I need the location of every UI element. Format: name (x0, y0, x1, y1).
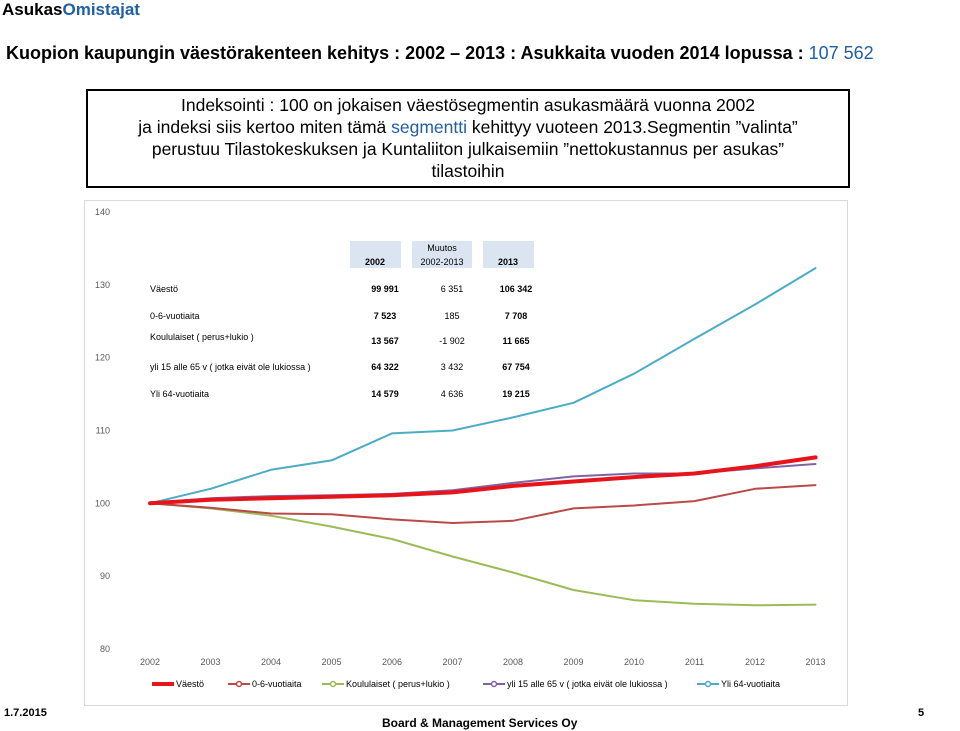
table-cell-muutos: 6 351 (440, 284, 464, 294)
legend-label-vuotiaita06: 0-6-vuotiaita (252, 679, 302, 689)
table-cell-2002: 13 567 (371, 336, 399, 346)
x-axis (140, 657, 826, 667)
table-cell-2002: 64 322 (371, 362, 399, 372)
x-tick-label: 2012 (744, 657, 766, 667)
legend-marker-koululaiset (331, 682, 336, 687)
info-line2-before: ja indeksi siis kertoo miten tämä (138, 117, 392, 137)
table-row-label: Väestö (150, 284, 179, 294)
table-header-muutos-range: 2002-2013 (420, 257, 464, 267)
table-cell-muutos: -1 902 (439, 336, 465, 346)
series-line-koululaiset (150, 503, 816, 605)
x-tick-label: 2010 (623, 657, 645, 667)
legend-marker-yli64 (706, 682, 711, 687)
legend-marker-yli15 (492, 682, 497, 687)
table-cell-2002: 99 991 (371, 284, 399, 294)
info-line4: tilastoihin (431, 161, 505, 181)
x-tick-label: 2007 (442, 657, 463, 667)
info-line3: perustuu Tilastokeskuksen ja Kuntaliiton julkaisemiin ”nettokustannus per asukas” (151, 139, 785, 159)
table-header-2013: 2013 (497, 257, 519, 267)
y-tick-label: 90 (99, 571, 110, 582)
y-axis (95, 207, 110, 654)
page-title-text: Kuopion kaupungin väestörakenteen kehitys : 2002 – 2013 : Asukkaita vuoden 2014 lopussa : (6, 43, 809, 63)
series-line-yli64 (150, 268, 816, 503)
table-cell-2013: 67 754 (502, 362, 530, 372)
table-row-label: Koululaiset ( perus+lukio ) (150, 332, 254, 342)
y-tick-label: 130 (94, 279, 110, 290)
x-tick-label: 2004 (260, 657, 282, 667)
brand-part1: Asukas (2, 0, 63, 19)
x-tick-label: 2013 (805, 657, 826, 667)
table-cell-2013: 7 708 (504, 311, 528, 321)
table-row-label: 0-6-vuotiaita (150, 311, 200, 321)
table-cell-2013: 19 215 (502, 389, 530, 399)
legend-label-koululaiset: Koululaiset ( perus+lukio ) (346, 679, 450, 689)
x-tick-label: 2005 (321, 657, 342, 667)
info-segment-word: segmentti (391, 117, 467, 137)
x-tick-label: 2002 (139, 657, 161, 667)
x-tick-label: 2008 (502, 657, 524, 667)
table-cell-muutos: 4 636 (440, 389, 464, 399)
series-lines (150, 268, 816, 605)
table-cell-2002: 14 579 (371, 389, 399, 399)
table-cell-2013: 11 665 (502, 336, 530, 346)
y-tick-label: 110 (95, 425, 110, 436)
legend-label-yli15: yli 15 alle 65 v ( jotka eivät ole lukiossa ) (507, 679, 668, 689)
table-cell-2013: 106 342 (499, 284, 533, 294)
legend-marker-vuotiaita06 (237, 682, 242, 687)
population-total: 107 562 (808, 43, 874, 63)
info-line2-after: kehittyy vuoteen 2013.Segmentin ”valinta” (467, 117, 798, 137)
page-number: 5 (918, 707, 925, 719)
info-line1: Indeksointi : 100 on jokaisen väestösegmentin asukasmäärä vuonna 2002 (181, 95, 755, 115)
table-header-muutos: Muutos (427, 243, 457, 253)
x-tick-label: 2006 (381, 657, 403, 667)
y-tick-label: 100 (94, 498, 110, 509)
brand-part2: Omistajat (62, 0, 140, 19)
legend-label-yli64: Yli 64-vuotiaita (721, 679, 781, 689)
table-header-2002: 2002 (364, 257, 386, 267)
table-row-label: Yli 64-vuotiaita (150, 389, 210, 399)
y-tick-label: 80 (99, 644, 110, 654)
table-cell-2002: 7 523 (373, 311, 397, 321)
x-tick-label: 2009 (563, 657, 584, 667)
legend (152, 679, 780, 689)
table-row-label: yli 15 alle 65 v ( jotka eivät ole lukiossa ) (150, 362, 311, 372)
legend-label-vaesto: Väestö (176, 679, 205, 689)
footer-company: Board & Management Services Oy (382, 716, 578, 730)
y-tick-label: 120 (94, 352, 110, 363)
summary-table (150, 284, 532, 399)
x-tick-label: 2003 (200, 657, 221, 667)
x-tick-label: 2011 (684, 657, 705, 667)
y-tick-label: 140 (94, 207, 110, 217)
table-cell-muutos: 3 432 (440, 362, 464, 372)
table-cell-muutos: 185 (444, 311, 460, 321)
footer-date: 1.7.2015 (4, 707, 47, 719)
